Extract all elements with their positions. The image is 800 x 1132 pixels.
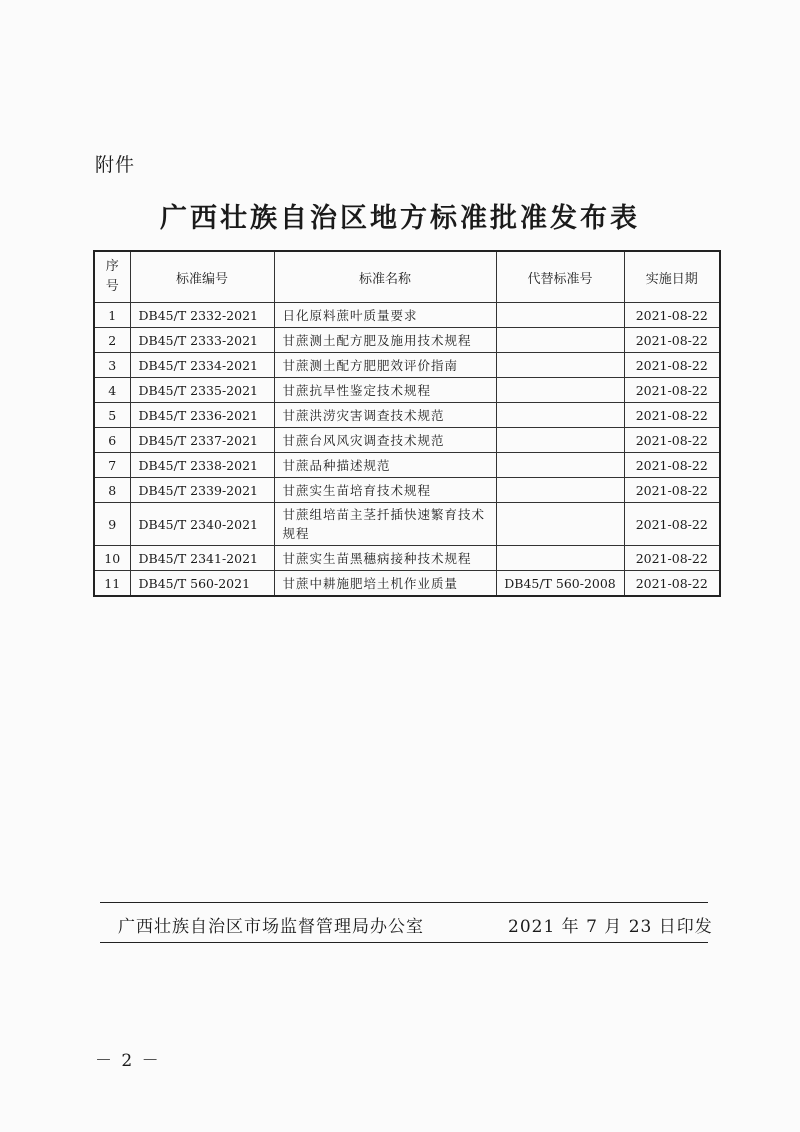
table-row (94, 453, 720, 478)
page-number: － 2 － (95, 1051, 161, 1071)
standard-code: DB45/T 2336-2021 (130, 403, 274, 428)
standard-name: 甘蔗实生苗黑穗病接种技术规程 (274, 546, 496, 571)
footer-issue-date: 2021 年 7 月 23 日印发 (508, 917, 713, 937)
effective-date: 2021-08-22 (624, 328, 720, 353)
table-row (94, 328, 720, 353)
row-number: 3 (94, 353, 130, 378)
header-name: 标准名称 (274, 251, 496, 303)
table-row (94, 428, 720, 453)
replaced-standard (496, 453, 624, 478)
row-number: 4 (94, 378, 130, 403)
replaced-standard (496, 328, 624, 353)
standard-name: 甘蔗组培苗主茎扦插快速繁育技术规程 (274, 503, 496, 546)
standard-code: DB45/T 2333-2021 (130, 328, 274, 353)
standard-name: 甘蔗测土配方肥及施用技术规程 (274, 328, 496, 353)
standard-name: 甘蔗抗旱性鉴定技术规程 (274, 378, 496, 403)
row-number: 11 (94, 571, 130, 597)
standard-code: DB45/T 2335-2021 (130, 378, 274, 403)
replaced-standard (496, 403, 624, 428)
header-seq-line2: 号 (105, 279, 119, 294)
standard-name: 甘蔗品种描述规范 (274, 453, 496, 478)
effective-date: 2021-08-22 (624, 571, 720, 597)
table-row (94, 571, 720, 597)
effective-date: 2021-08-22 (624, 353, 720, 378)
row-number: 7 (94, 453, 130, 478)
table-row (94, 503, 720, 546)
standard-code: DB45/T 2339-2021 (130, 478, 274, 503)
header-replaces: 代替标准号 (496, 251, 624, 303)
standard-name: 日化原料蔗叶质量要求 (274, 303, 496, 328)
replaced-standard: DB45/T 560-2008 (496, 571, 624, 597)
replaced-standard (496, 378, 624, 403)
standard-code: DB45/T 560-2021 (130, 571, 274, 597)
effective-date: 2021-08-22 (624, 503, 720, 546)
table-row (94, 403, 720, 428)
footer-issuer: 广西壮族自治区市场监督管理局办公室 (118, 917, 424, 937)
attachment-label: 附件 (95, 154, 136, 176)
table-row (94, 546, 720, 571)
table-row (94, 353, 720, 378)
table-row (94, 303, 720, 328)
replaced-standard (496, 353, 624, 378)
standard-code: DB45/T 2334-2021 (130, 353, 274, 378)
standards-table (93, 250, 721, 597)
standard-name: 甘蔗中耕施肥培土机作业质量 (274, 571, 496, 597)
header-date: 实施日期 (624, 251, 720, 303)
replaced-standard (496, 478, 624, 503)
effective-date: 2021-08-22 (624, 428, 720, 453)
effective-date: 2021-08-22 (624, 403, 720, 428)
standard-code: DB45/T 2338-2021 (130, 453, 274, 478)
replaced-standard (496, 503, 624, 546)
standard-name: 甘蔗测土配方肥肥效评价指南 (274, 353, 496, 378)
header-seq-line1: 序 (105, 259, 119, 274)
replaced-standard (496, 428, 624, 453)
footer-top-rule (100, 902, 708, 903)
standard-name: 甘蔗台风风灾调查技术规范 (274, 428, 496, 453)
row-number: 5 (94, 403, 130, 428)
effective-date: 2021-08-22 (624, 453, 720, 478)
table-row (94, 378, 720, 403)
effective-date: 2021-08-22 (624, 378, 720, 403)
table-row (94, 478, 720, 503)
standard-code: DB45/T 2341-2021 (130, 546, 274, 571)
effective-date: 2021-08-22 (624, 478, 720, 503)
standard-code: DB45/T 2337-2021 (130, 428, 274, 453)
footer-bottom-rule (100, 942, 708, 943)
document-title: 广西壮族自治区地方标准批准发布表 (160, 203, 640, 234)
table-header-row (94, 251, 720, 303)
row-number: 8 (94, 478, 130, 503)
row-number: 1 (94, 303, 130, 328)
effective-date: 2021-08-22 (624, 546, 720, 571)
header-seq (94, 251, 130, 303)
row-number: 9 (94, 503, 130, 546)
standard-name: 甘蔗洪涝灾害调查技术规范 (274, 403, 496, 428)
replaced-standard (496, 546, 624, 571)
row-number: 10 (94, 546, 130, 571)
header-code: 标准编号 (130, 251, 274, 303)
effective-date: 2021-08-22 (624, 303, 720, 328)
row-number: 6 (94, 428, 130, 453)
standard-code: DB45/T 2340-2021 (130, 503, 274, 546)
replaced-standard (496, 303, 624, 328)
row-number: 2 (94, 328, 130, 353)
standard-name: 甘蔗实生苗培育技术规程 (274, 478, 496, 503)
standard-code: DB45/T 2332-2021 (130, 303, 274, 328)
